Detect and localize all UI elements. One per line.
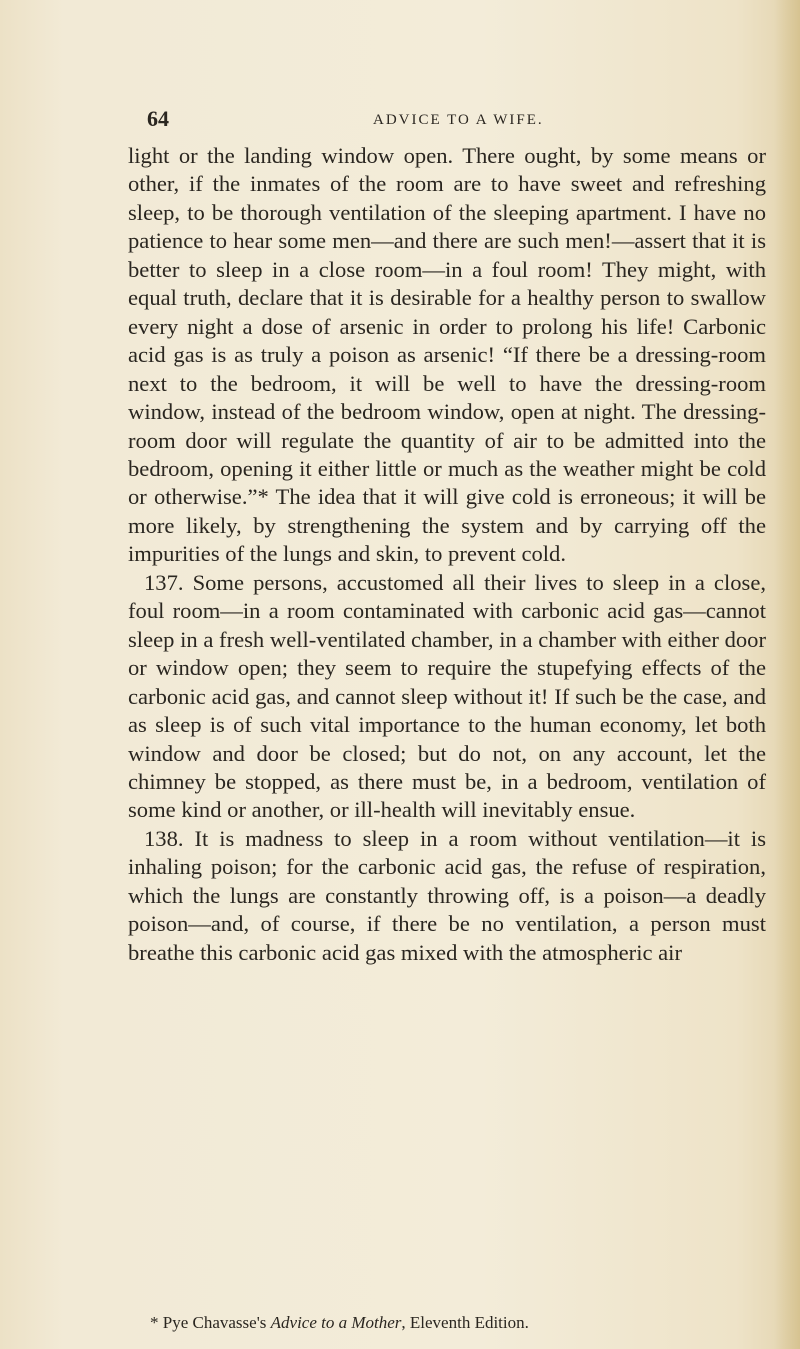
footnote-text-after: , Eleventh Edition. [401, 1313, 529, 1332]
page-number: 64 [147, 106, 169, 131]
paragraph-138: 138. It is madness to sleep in a room without ventilation—it is inhaling poison; for the carbonic acid gas, the refuse of respiration, which the lungs are constantly throwing off, is a poison—a deadly poison—and, of course, if there be no ventilation, a person must breathe this carbonic acid gas mixed with the atmospheric air [128, 825, 766, 965]
body-text [128, 142, 766, 967]
paragraph-continued: light or the landing window open. There ought, by some means or other, if the inmates of the room are to have sweet and refreshing sleep, to be thorough ventilation of the sleeping apartment. I have no patience to hear some men—and there are such men!—assert that it is better to sleep in a close room—in a foul room! They might, with equal truth, declare that it is desirable for a healthy person to swallow every night a dose of arsenic in order to prolong his life! Carbonic acid gas is as truly a poison as arsenic! “If there be a dressing-room next to the bedroom, it will be well to have the dressing-room window, instead of the bedroom window, open at night. The dressing-room door will regulate the quantity of air to be admitted into the bedroom, opening it either little or much as the weather might be cold or otherwise.”* The idea that it will give cold is erroneous; it will be more likely, by strengthening the system and by carrying off the impurities of the lungs and skin, to prevent cold. [128, 143, 766, 567]
paragraph-137: 137. Some persons, accustomed all their lives to sleep in a close, foul room—in a room contaminated with carbonic acid gas—cannot sleep in a fresh well-ventilated chamber, in a chamber with either door or window open; they seem to require the stupefying effects of the carbonic acid gas, and cannot sleep without it! If such be the case, and as sleep is of such vital importance to the human economy, let both window and door be closed; but do not, on any account, let the chimney be stopped, as there must be, in a bedroom, ventilation of some kind or another, or ill-health will inevitably ensue. [128, 569, 766, 823]
page-header [147, 106, 747, 136]
running-head: ADVICE TO A WIFE. [373, 112, 544, 128]
footnote [150, 1312, 770, 1334]
page-edge-shadow [774, 0, 800, 1349]
footnote-marker: * [150, 1313, 159, 1332]
footnote-text-before: Pye Chavasse's [158, 1313, 271, 1332]
footnote-book-title: Advice to a Mother [270, 1313, 402, 1332]
